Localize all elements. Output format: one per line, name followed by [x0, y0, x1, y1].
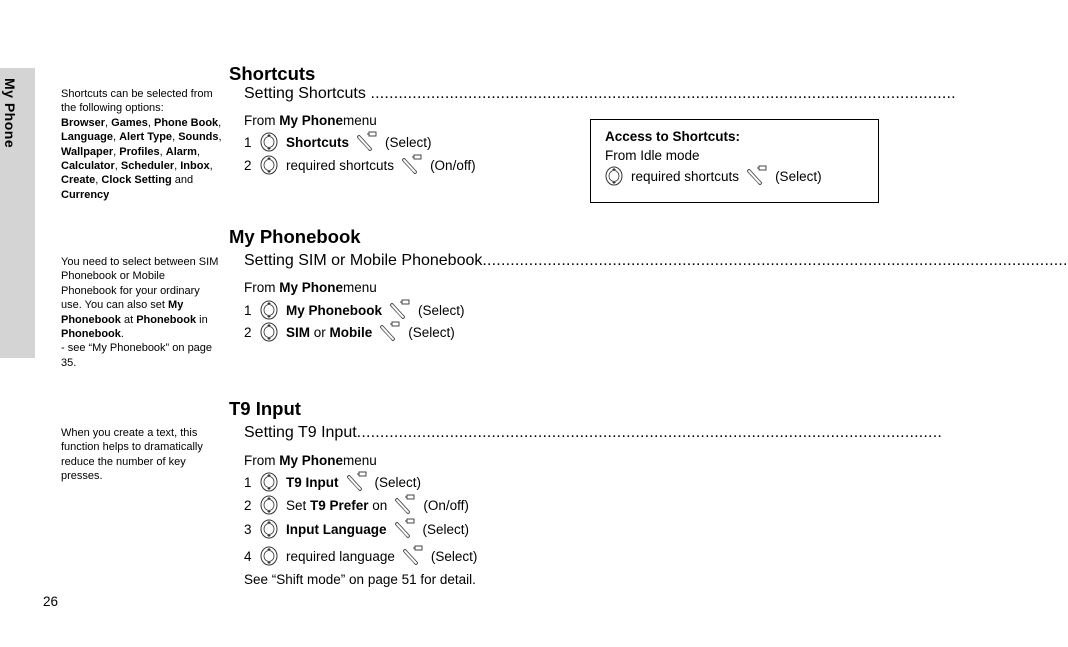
option-alert-type: Alert Type [119, 131, 173, 144]
nav-key-icon [260, 132, 278, 152]
option-clock-setting: Clock Setting [101, 174, 172, 187]
option-games: Games [111, 116, 148, 129]
subtitle-setting-phonebook: Setting SIM or Mobile Phonebook.............................................................................................................................. [244, 252, 1068, 269]
note-bold: My Phonebook [61, 299, 184, 326]
from-line [244, 113, 377, 128]
step-item: required shortcuts [286, 157, 395, 173]
access-shortcuts-box [590, 119, 879, 203]
from-text: menu [343, 453, 377, 468]
nav-key-icon [260, 155, 278, 175]
section-title-phonebook: My Phonebook [229, 226, 361, 247]
step-number: 2 [244, 157, 252, 173]
select-key-icon [393, 518, 415, 540]
option-scheduler: Scheduler [120, 160, 175, 173]
box-step-text: required shortcuts [631, 168, 740, 184]
option-alarm: Alarm [165, 145, 197, 158]
step-item: SIM [286, 324, 311, 340]
option-phone-book: Phone Book [153, 116, 219, 129]
and-word: and [174, 174, 194, 187]
from-line [244, 280, 377, 295]
option-wallpaper: Wallpaper [61, 145, 114, 158]
step-item: required language [286, 548, 395, 564]
nav-key-icon [260, 519, 278, 539]
subtitle-text: Setting Shortcuts [244, 85, 366, 102]
from-text: From [244, 280, 276, 295]
step-action: (Select) [385, 134, 432, 150]
step-item: Shortcuts [286, 134, 350, 150]
select-key-icon [400, 154, 422, 176]
step-number: 1 [244, 474, 252, 490]
note-text: When you create a text, this function helps to dramatically reduce the number of key presses. [61, 427, 203, 483]
box-step-action: (Select) [775, 168, 822, 184]
step-row [244, 299, 465, 321]
step-item: T9 Prefer [310, 497, 369, 513]
nav-key-icon [260, 546, 278, 566]
box-line: From Idle mode [605, 148, 700, 163]
note-text: in [196, 313, 208, 326]
t9-footer-note: See “Shift mode” on page 51 for detail. [244, 572, 476, 587]
step-item: My Phonebook [286, 302, 383, 318]
from-text: From [244, 453, 276, 468]
step-number: 2 [244, 497, 252, 513]
section-title-t9: T9 Input [229, 398, 301, 419]
step-row [244, 154, 476, 176]
step-number: 1 [244, 302, 252, 318]
step-row [244, 494, 469, 516]
select-key-icon [355, 131, 377, 153]
step-row [244, 545, 477, 567]
from-text: From [244, 113, 276, 128]
box-step [605, 165, 864, 187]
step-action: (Select) [422, 521, 470, 537]
step-text: or [310, 324, 330, 340]
select-key-icon [401, 545, 423, 567]
step-action: (On/off) [423, 497, 469, 513]
nav-key-icon [260, 300, 278, 320]
note-bold: Phonebook [61, 328, 121, 341]
option-inbox: Inbox [180, 160, 210, 173]
step-number: 1 [244, 134, 252, 150]
from-line [244, 453, 377, 468]
step-item: Input Language [286, 521, 387, 537]
step-number: 4 [244, 548, 252, 564]
note-text: at [120, 313, 137, 326]
menu-name: My Phone [279, 113, 344, 128]
option-currency: Currency [61, 188, 110, 201]
nav-key-icon [605, 166, 623, 186]
side-tab-label: My Phone [2, 78, 18, 149]
option-browser: Browser [61, 116, 106, 129]
step-row [244, 471, 421, 493]
step-text: on [368, 497, 388, 513]
step-action: (Select) [430, 548, 478, 564]
option-profiles: Profiles [119, 145, 160, 158]
side-note-shortcuts: Shortcuts can be selected from the following options: Browser, Games, Phone Book, Language, Alert Type, Sounds, Wallpaper, Profiles, Alarm, Calculator, Scheduler, Inbox, Create, Clock Setting and Currency [61, 88, 222, 201]
menu-name: My Phone [279, 280, 344, 295]
select-key-icon [393, 494, 415, 516]
option-sounds: Sounds [178, 131, 219, 144]
select-key-icon [345, 471, 367, 493]
select-key-icon [388, 299, 410, 321]
side-note-t9 [61, 426, 223, 484]
select-key-icon [745, 165, 767, 187]
option-calculator: Calculator [61, 160, 115, 173]
note-bold: Phonebook [136, 313, 197, 326]
step-action: (On/off) [430, 157, 476, 173]
nav-key-icon [260, 495, 278, 515]
note-see-ref: - see “My Phonebook” on page 35. [61, 342, 213, 369]
step-item: T9 Input [286, 474, 339, 490]
select-key-icon [378, 321, 400, 343]
step-action: (Select) [408, 324, 455, 340]
step-row [244, 131, 432, 153]
option-language: Language [61, 131, 113, 144]
subtitle-text: Setting T9 Input [244, 424, 357, 441]
step-item: Mobile [329, 324, 373, 340]
step-row [244, 321, 455, 343]
step-action: (Select) [374, 474, 422, 490]
section-title-shortcuts: Shortcuts [229, 63, 316, 84]
step-number: 3 [244, 521, 252, 537]
from-text: menu [343, 113, 377, 128]
step-number: 2 [244, 324, 252, 340]
step-action: (Select) [418, 302, 465, 318]
subtitle-text: Setting SIM or Mobile Phonebook [244, 252, 483, 269]
note-text: . [120, 328, 124, 341]
subtitle-setting-shortcuts: Setting Shortcuts .............................................................................................................................. [244, 85, 956, 102]
side-note-phonebook [61, 255, 223, 370]
subtitle-setting-t9: Setting T9 Input.............................................................................................................................. [244, 424, 942, 441]
step-row [244, 518, 469, 540]
page-number: 26 [43, 594, 59, 609]
nav-key-icon [260, 322, 278, 342]
from-text: menu [343, 280, 377, 295]
box-title: Access to Shortcuts: [605, 129, 741, 144]
side-note-intro: Shortcuts can be selected from the following options: [61, 88, 213, 115]
nav-key-icon [260, 472, 278, 492]
option-create: Create [61, 174, 96, 187]
menu-name: My Phone [279, 453, 344, 468]
step-text: Set [286, 497, 311, 513]
note-text: You need to select between SIM Phonebook or Mobile Phonebook for your ordinary use. You can also set [61, 256, 219, 312]
